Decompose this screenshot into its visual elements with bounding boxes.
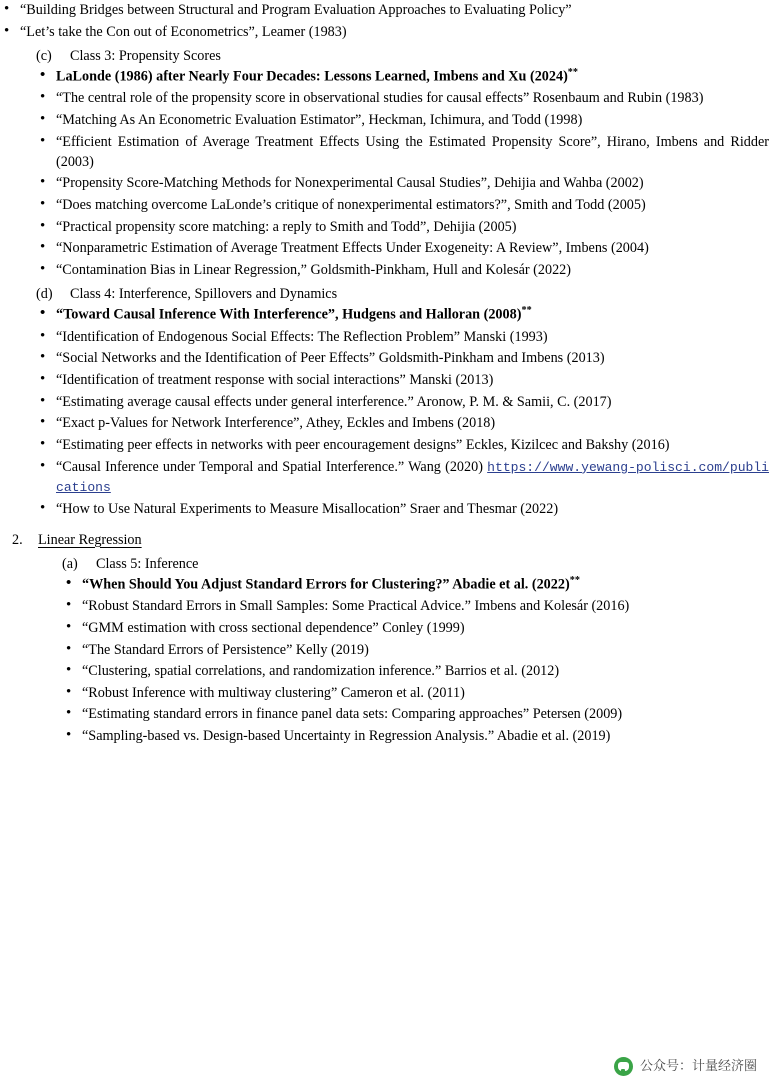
list-item: • “How to Use Natural Experiments to Measure Misallocation” Sraer and Thesmar (2022)	[36, 499, 769, 519]
subsection-label: (c)	[36, 47, 52, 64]
list-item: • “Clustering, spatial correlations, and randomization inference.” Barrios et al. (2012)	[62, 661, 769, 681]
subsection-label: (a)	[62, 555, 78, 572]
list-item: • “Social Networks and the Identification of Peer Effects” Goldsmith-Pinkham and Imbens (2013)	[36, 348, 769, 368]
list-item: • “Estimating average causal effects under general interference.” Aronow, P. M. & Samii, C. (2017)	[36, 392, 769, 412]
watermark-badge	[610, 1055, 761, 1078]
list-item: • “Robust Standard Errors in Small Samples: Some Practical Advice.” Imbens and Kolesár (2016)	[62, 596, 769, 616]
list-item-text: “Causal Inference under Temporal and Spatial Interference.” Wang (2020)	[56, 458, 483, 475]
list-item: • “Building Bridges between Structural and Program Evaluation Approaches to Evaluating Policy”	[0, 0, 769, 20]
list-item: • “Estimating standard errors in finance panel data sets: Comparing approaches” Petersen (2009)	[62, 704, 769, 724]
list-item: • “Estimating peer effects in networks with peer encouragement designs” Eckles, Kizilcec and Bakshy (2016)	[36, 435, 769, 455]
publication-link[interactable]: https://www.yewang-polisci.com/publications	[56, 459, 769, 496]
list-item: • “GMM estimation with cross sectional dependence” Conley (1999)	[62, 618, 769, 638]
subsection-items	[62, 574, 769, 746]
subsection-title: Class 4: Interference, Spillovers and Dynamics	[70, 286, 338, 303]
list-item: • “The central role of the propensity score in observational studies for causal effects” Rosenbaum and Rubin (1983)	[36, 88, 769, 108]
list-item: • “Identification of treatment response with social interactions” Manski (2013)	[36, 370, 769, 390]
list-item: • “Propensity Score-Matching Methods for Nonexperimental Causal Studies”, Dehijia and Wahba (2002)	[36, 173, 769, 193]
footnote-marker: **	[569, 574, 580, 586]
section-number: 2.	[12, 531, 23, 548]
list-item: • “Identification of Endogenous Social Effects: The Reflection Problem” Manski (1993)	[36, 327, 769, 347]
list-item-text: “Toward Causal Inference With Interference”, Hudgens and Halloran (2008)	[56, 307, 522, 324]
continuation-list	[0, 0, 769, 42]
list-item	[36, 304, 769, 325]
list-item: • “Robust Inference with multiway clustering” Cameron et al. (2011)	[62, 683, 769, 703]
list-item: • “The Standard Errors of Persistence” Kelly (2019)	[62, 640, 769, 660]
subsection-class-3	[36, 46, 769, 280]
list-item	[36, 66, 769, 87]
list-item: • “Exact p-Values for Network Interference”, Athey, Eckles and Imbens (2018)	[36, 413, 769, 433]
subsection-label: (d)	[36, 286, 53, 303]
list-item: • “Practical propensity score matching: a reply to Smith and Todd”, Dehijia (2005)	[36, 217, 769, 237]
subsection-items	[36, 66, 769, 280]
footnote-marker: **	[567, 66, 579, 78]
list-item-text: LaLonde (1986) after Nearly Four Decades: Lessons Learned, Imbens and Xu (2024)	[56, 68, 568, 85]
footnote-marker: **	[521, 305, 532, 317]
subsection-title: Class 3: Propensity Scores	[70, 47, 221, 64]
list-item-text: “When Should You Adjust Standard Errors for Clustering?” Abadie et al. (2022)	[82, 576, 570, 593]
section-title: Linear Regression	[38, 531, 142, 548]
subsection-items	[36, 304, 769, 519]
wechat-badge-icon	[614, 1057, 633, 1076]
section-linear-regression	[12, 530, 769, 747]
subsection-class-5	[62, 554, 769, 747]
list-item: • “Sampling-based vs. Design-based Uncertainty in Regression Analysis.” Abadie et al. (2019)	[62, 726, 769, 746]
list-item: • “Efficient Estimation of Average Treatment Effects Using the Estimated Propensity Score”, Hirano, Imbens and Ridder (2003)	[36, 132, 769, 172]
subsection-class-4	[36, 284, 769, 519]
list-item: • “Does matching overcome LaLonde’s critique of nonexperimental estimators?”, Smith and Todd (2005)	[36, 195, 769, 215]
list-item	[36, 457, 769, 498]
list-item: • “Matching As An Econometric Evaluation Estimator”, Heckman, Ichimura, and Todd (1998)	[36, 110, 769, 130]
list-item	[62, 574, 769, 595]
subsection-title: Class 5: Inference	[96, 555, 199, 572]
list-item: • “Nonparametric Estimation of Average Treatment Effects Under Exogeneity: A Review”, Imbens (2004)	[36, 238, 769, 258]
list-item: • “Let’s take the Con out of Econometrics”, Leamer (1983)	[0, 22, 769, 42]
list-item: • “Contamination Bias in Linear Regression,” Goldsmith-Pinkham, Hull and Kolesár (2022)	[36, 260, 769, 280]
watermark-text: 公众号：计量经济圈	[639, 1058, 757, 1074]
